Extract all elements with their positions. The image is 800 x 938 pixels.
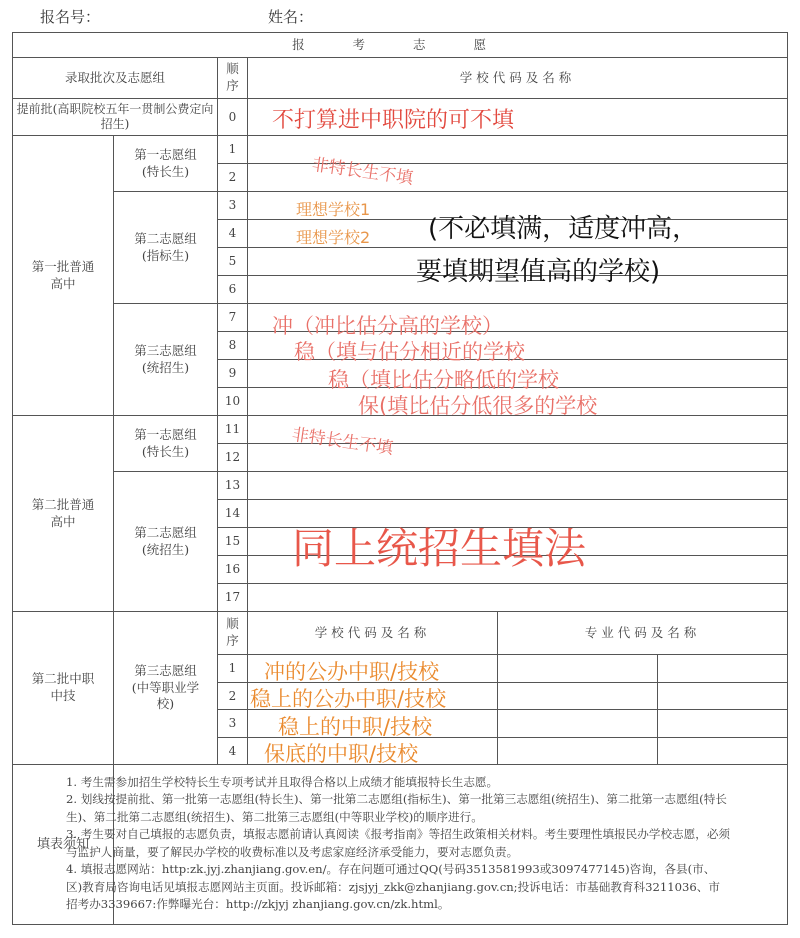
order-cell: 3 (218, 192, 248, 220)
major-input-cell[interactable] (658, 710, 788, 738)
annotation-voc-4: 保底的中职/技校 (264, 742, 419, 766)
annotation-stable-1: 稳（填与估分相近的学校 (294, 340, 525, 364)
note-item: 1. 考生需参加招生学校特长生专项考试并且取得合格以上成绩才能填报特长生志愿。 (66, 774, 499, 789)
annotation-safe: 保(填比估分低很多的学校 (358, 394, 598, 418)
annotation-ideal-1: 理想学校1 (296, 200, 371, 219)
early-batch-label: 提前批(高职院校五年一贯制公费定向招生) (13, 99, 218, 136)
batch3-group3-label: 第三志愿组(中等职业学校) (114, 612, 218, 765)
order-cell: 2 (218, 164, 248, 192)
major-input-cell[interactable] (658, 655, 788, 683)
major-input-cell[interactable] (498, 682, 658, 710)
major-input-cell[interactable] (498, 737, 658, 765)
annotation-early: 不打算进中职院的可不填 (272, 108, 515, 133)
order-cell: 13 (218, 472, 248, 500)
note-item: 4. 填报志愿网站：http:zk.jyj.zhanjiang.gov.en/。存在问题可通过QQ(号码3513581993或3097477145)咨询，各县(市、区)教育局咨询电话见填报志愿网站主页面。投诉邮箱：zjsjyj_zkk@zhanjiang.gov.cn;投诉电话：市基础教育科3211036、市招考办3339667:作弊曝光台：http://zkjyj zhanjiang.gov.cn/zk.html。 (66, 862, 720, 911)
major-header: 专业代码及名称 (498, 612, 788, 655)
order-cell: 3 (218, 710, 248, 738)
major-input-cell[interactable] (498, 710, 658, 738)
order-cell: 5 (218, 248, 248, 276)
annotation-tip-1: (不必填满，适度冲高， (428, 214, 699, 244)
order-header: 顺序 (218, 58, 248, 99)
batch2-group1-label: 第一志愿组(特长生) (114, 416, 218, 472)
annotation-special-2: 非特长生不填 (290, 424, 395, 459)
major-input-cell[interactable] (658, 737, 788, 765)
note-item: 3. 考生要对自己填报的志愿负责，填报志愿前请认真阅读《报考指南》等招生政策相关材料。考生要理性填报民办学校志愿，必须与监护人商量，要了解民办学校的收费标准以及考虑家庭经济承受能力，要对志愿负责。 (66, 827, 731, 859)
annotation-tip-2: 要填期望值高的学校) (416, 257, 661, 287)
annotation-voc-2: 稳上的公办中职/技校 (250, 687, 447, 711)
school-input-cell[interactable] (248, 584, 788, 612)
order-cell: 8 (218, 332, 248, 360)
order-cell: 9 (218, 360, 248, 388)
note-item: 2. 划线按提前批、第一批第一志愿组(特长生)、第一批第二志愿组(指标生)、第一批第三志愿组(统招生)、第二批第一志愿组(特长生)、第二批第二志愿组(统招生)、第二批第三志愿组(中等职业学校)的顺序进行。 (66, 792, 727, 824)
order-cell: 11 (218, 416, 248, 444)
notes-label: 填表须知 (13, 765, 114, 925)
annotation-reach: 冲（冲比估分高的学校） (272, 314, 503, 338)
registration-number-label: 报名号： (40, 8, 101, 26)
annotation-voc-1: 冲的公办中职/技校 (264, 660, 440, 684)
order-cell: 10 (218, 388, 248, 416)
annotation-stable-2: 稳（填比估分略低的学校 (328, 368, 559, 392)
batch1-group2-label: 第二志愿组(指标生) (114, 192, 218, 304)
order-cell: 12 (218, 444, 248, 472)
batch2-group2-label: 第二志愿组(统招生) (114, 472, 218, 612)
school-header: 学校代码及名称 (248, 58, 788, 99)
order-cell: 2 (218, 682, 248, 710)
order-cell: 17 (218, 584, 248, 612)
batch2-label: 第二批普通高中 (13, 416, 114, 612)
batch-header: 录取批次及志愿组 (13, 58, 218, 99)
annotation-ideal-2: 理想学校2 (296, 228, 371, 247)
order-header: 顺序 (218, 612, 248, 655)
order-cell: 14 (218, 500, 248, 528)
batch1-group1-label: 第一志愿组(特长生) (114, 136, 218, 192)
major-input-cell[interactable] (658, 682, 788, 710)
batch3-label: 第二批中职中技 (13, 612, 114, 765)
annotation-special-1: 非特长生不填 (310, 154, 415, 189)
annotation-voc-3: 稳上的中职/技校 (278, 715, 433, 739)
school-header: 学校代码及名称 (248, 612, 498, 655)
order-cell: 1 (218, 136, 248, 164)
notes-content (62, 765, 736, 925)
school-input-cell[interactable] (248, 472, 788, 500)
batch1-group3-label: 第三志愿组(统招生) (114, 304, 218, 416)
order-cell: 7 (218, 304, 248, 332)
order-cell: 1 (218, 655, 248, 683)
order-cell: 4 (218, 737, 248, 765)
order-cell: 0 (218, 99, 248, 136)
batch1-label: 第一批普通高中 (13, 136, 114, 416)
order-cell: 4 (218, 220, 248, 248)
major-input-cell[interactable] (498, 655, 658, 683)
annotation-same-as-above: 同上统招生填法 (292, 524, 587, 573)
order-cell: 16 (218, 556, 248, 584)
order-cell: 15 (218, 528, 248, 556)
form-title: 报 考 志 愿 (13, 33, 788, 58)
name-label: 姓名： (268, 8, 314, 26)
order-cell: 6 (218, 276, 248, 304)
